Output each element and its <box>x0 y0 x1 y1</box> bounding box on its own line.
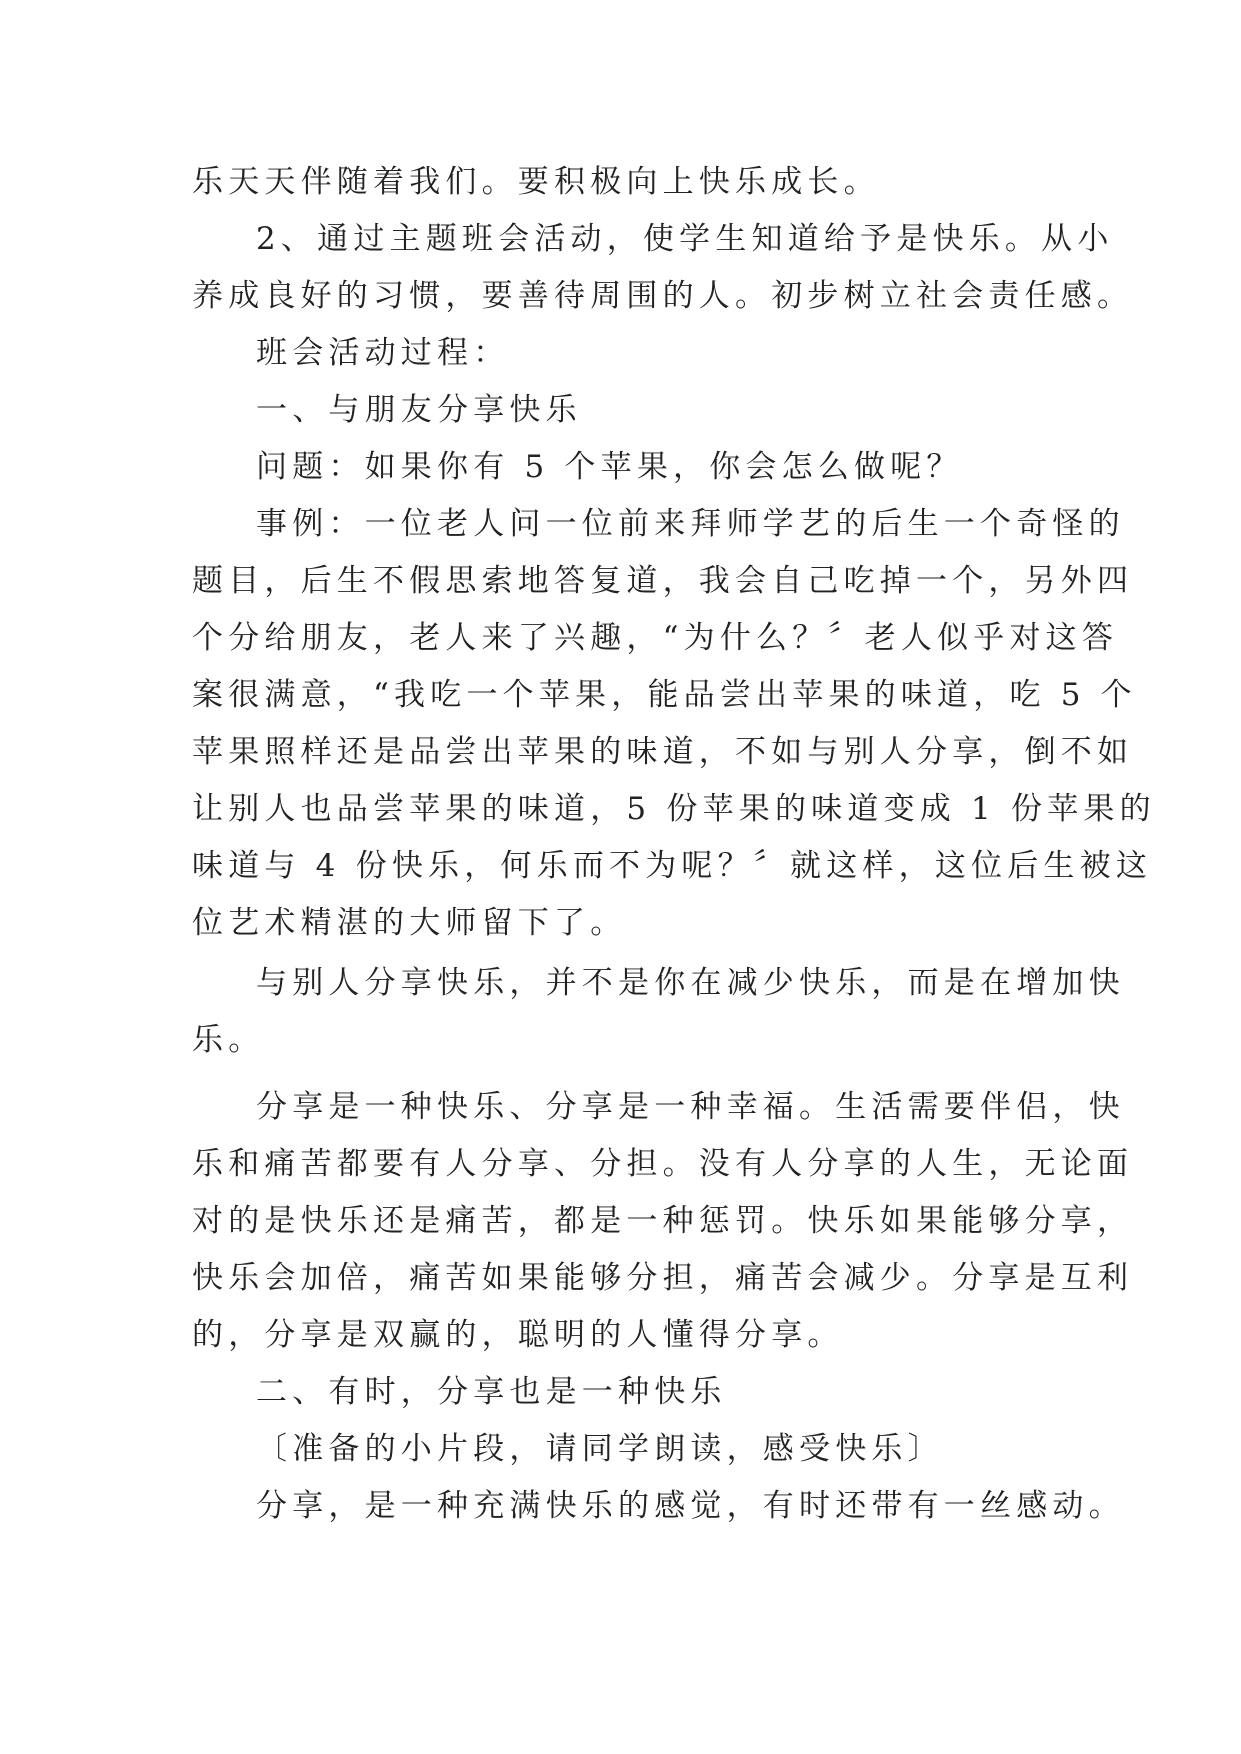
text-line: 苹果照样还是品尝出苹果的味道，不如与别人分享，倒不如 <box>192 734 1134 770</box>
text-line: 乐天天伴随着我们。要积极向上快乐成长。 <box>192 164 880 200</box>
text-line: 乐和痛苦都要有人分享、分担。没有人分享的人生，无论面 <box>192 1146 1134 1182</box>
text-line: 与别人分享快乐，并不是你在减少快乐，而是在增加快 <box>256 965 1125 1001</box>
text-line: 位艺术精湛的大师留下了。 <box>192 905 627 941</box>
text-line: 对的是快乐还是痛苦，都是一种惩罚。快乐如果能够分享， <box>192 1203 1134 1239</box>
section-heading: 二、有时，分享也是一种快乐 <box>256 1374 727 1410</box>
text-line: 2、通过主题班会活动，使学生知道给予是快乐。从小 <box>256 221 1114 257</box>
text-line: 的，分享是双赢的，聪明的人懂得分享。 <box>192 1317 844 1353</box>
text-line: 味道与 4 份快乐，何乐而不为呢？〞就这样，这位后生被这 <box>192 848 1153 884</box>
text-line: 乐。 <box>192 1022 265 1058</box>
text-line: 快乐会加倍，痛苦如果能够分担，痛苦会减少。分享是互利 <box>192 1260 1134 1296</box>
section-heading: 一、与朋友分享快乐 <box>256 392 582 428</box>
text-line: 分享，是一种充满快乐的感觉，有时还带有一丝感动。 <box>256 1488 1125 1524</box>
text-line: 让别人也品尝苹果的味道，5 份苹果的味道变成 1 份苹果的 <box>192 791 1156 827</box>
text-line: 题目，后生不假思索地答复道，我会自己吃掉一个，另外四 <box>192 563 1134 599</box>
text-line: 问题：如果你有 5 个苹果，你会怎么做呢？ <box>256 449 963 485</box>
text-line: 案很满意，“我吃一个苹果，能品尝出苹果的味道，吃 5 个 <box>192 677 1137 713</box>
text-line: 个分给朋友，老人来了兴趣，“为什么？〞老人似乎对这答 <box>192 620 1119 656</box>
text-line: 养成良好的习惯，要善待周围的人。初步树立社会责任感。 <box>192 278 1134 314</box>
text-line: 班会活动过程： <box>256 335 510 371</box>
text-line: 事例：一位老人问一位前来拜师学艺的后生一个奇怪的 <box>256 506 1125 542</box>
text-line: 〔准备的小片段，请同学朗读，感受快乐〕 <box>256 1431 944 1467</box>
text-line: 分享是一种快乐、分享是一种幸福。生活需要伴侣，快 <box>256 1089 1125 1125</box>
